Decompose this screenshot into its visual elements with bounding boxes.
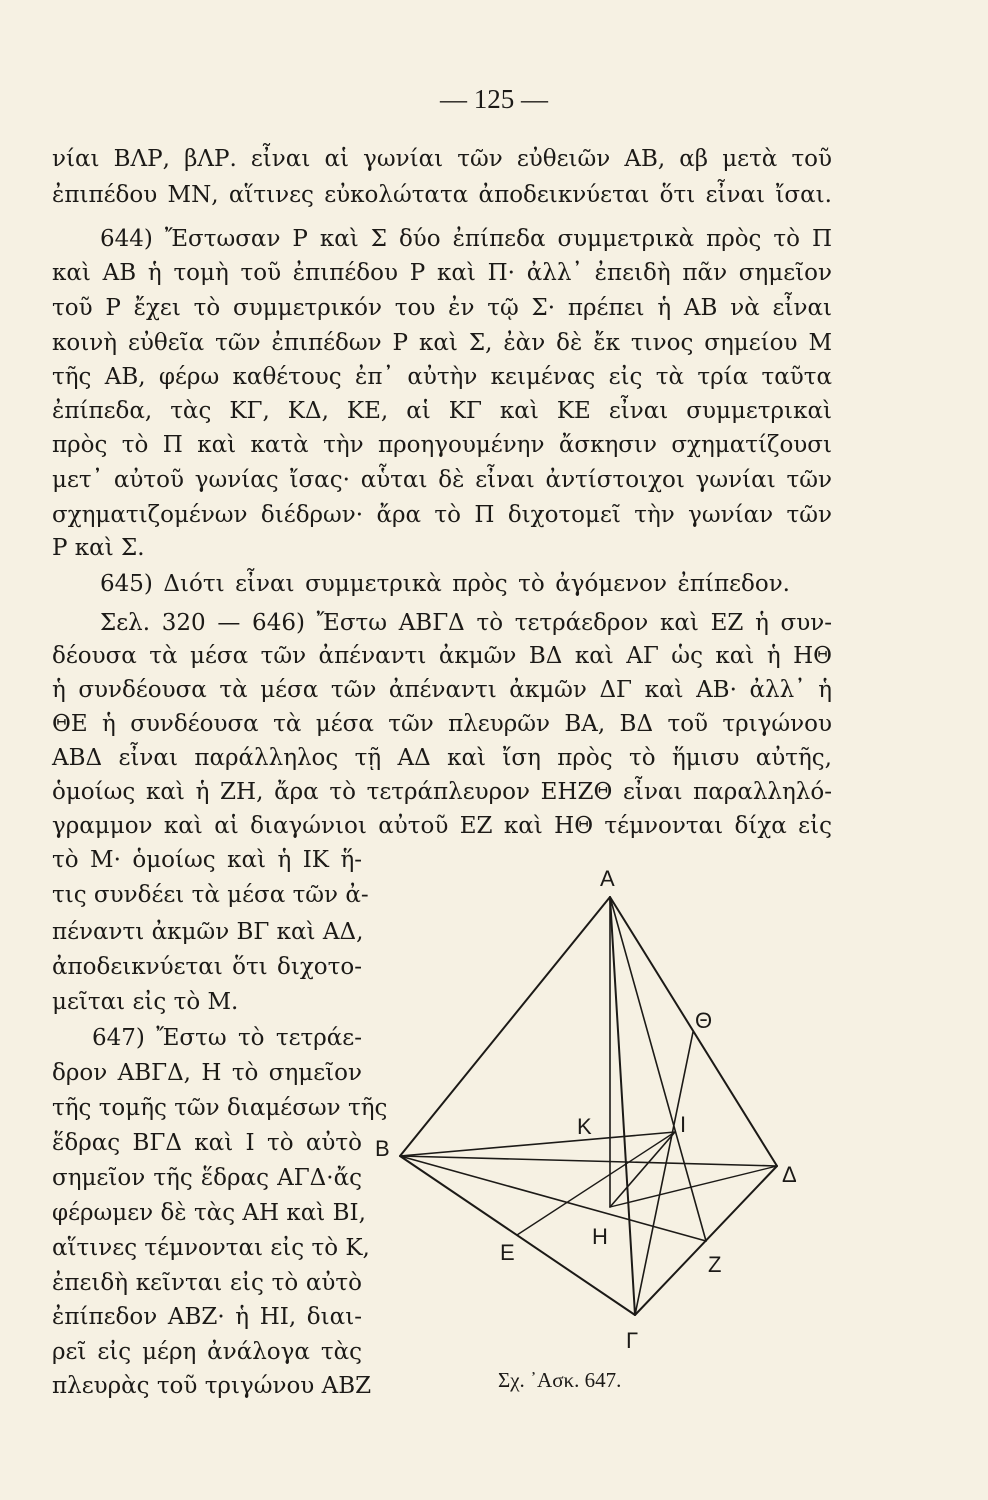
label-Z: Ζ xyxy=(708,1252,722,1277)
label-I: Ι xyxy=(680,1112,687,1137)
text-line: ρεῖ εἰς μέρη ἀνάλογα τὰς xyxy=(52,1339,362,1365)
line-EI xyxy=(517,1132,675,1235)
label-TH: Θ xyxy=(695,1008,713,1033)
text-line: σημεῖον τῆς ἕδρας ΑΓΔ·ἄς xyxy=(52,1165,362,1191)
label-A: Α xyxy=(600,866,615,891)
text-line: 644) Ἔστωσαν Ρ καὶ Σ δύο ἐπίπεδα συμμετρικὰ πρὸς τὸ Π xyxy=(100,226,832,252)
line-GTH xyxy=(635,1032,693,1315)
text-line: τῆς ΑΒ, φέρω καθέτους ἐπ᾿ αὐτὴν κειμένας εἰς τὰ τρία ταῦτα xyxy=(52,364,832,390)
text-line: δέουσα τὰ μέσα τῶν ἀπέναντι ἀκμῶν ΒΔ καὶ ΑΓ ὡς καὶ ἡ ΗΘ xyxy=(52,643,832,669)
text-line: τις συνδέει τὰ μέσα τῶν ἀ- xyxy=(52,882,369,908)
label-B: Β xyxy=(375,1136,390,1161)
edge-AG xyxy=(610,897,635,1315)
label-G: Γ xyxy=(626,1328,639,1353)
text-line: σχηματιζομένων διέδρων· ἄρα τὸ Π διχοτομεῖ τὴν γωνίαν τῶν xyxy=(52,502,832,528)
line-BZ xyxy=(400,1156,706,1241)
line-BI xyxy=(400,1132,675,1156)
text-line: Σελ. 320 — 646) Ἔστω ΑΒΓΔ τὸ τετράεδρον καὶ ΕΖ ἡ συν- xyxy=(100,610,832,636)
label-H: Η xyxy=(592,1224,608,1249)
text-line: δρον ΑΒΓΔ, Η τὸ σημεῖον xyxy=(52,1060,362,1086)
text-line: τοῦ Ρ ἔχει τὸ συμμετρικόν του ἐν τῷ Σ· πρέπει ἡ ΑΒ νὰ εἶναι xyxy=(52,295,832,321)
text-line: νίαι ΒΛΡ, βΛΡ. εἶναι αἱ γωνίαι τῶν εὐθειῶν ΑΒ, αβ μετὰ τοῦ xyxy=(52,146,832,172)
text-line: ἀποδεικνύεται ὅτι διχοτο- xyxy=(52,954,362,980)
page-number: — 125 — xyxy=(440,84,548,114)
text-line: μεῖται εἰς τὸ Μ. xyxy=(52,989,239,1015)
text-line: ἐπιπέδου ΜΝ, αἵτινες εὐκολώτατα ἀποδεικνύεται ὅτι εἶναι ἴσαι. xyxy=(52,182,832,208)
text-line: φέρωμεν δὲ τὰς ΑΗ καὶ ΒΙ, xyxy=(52,1200,366,1226)
text-line: ΘΕ ἡ συνδέουσα τὰ μέσα τῶν πλευρῶν ΒΑ, ΒΔ τοῦ τριγώνου xyxy=(52,711,832,737)
text-line: πλευρὰς τοῦ τριγώνου ΑΒΖ xyxy=(52,1373,372,1399)
text-line: τῆς τομῆς τῶν διαμέσων τῆς xyxy=(52,1095,388,1121)
text-line: αἵτινες τέμνονται εἰς τὸ Κ, xyxy=(52,1235,370,1261)
text-line: τὸ Μ· ὁμοίως καὶ ἡ ΙΚ ἥ- xyxy=(52,847,362,873)
text-line: κοινὴ εὐθεῖα τῶν ἐπιπέδων Ρ καὶ Σ, ἐὰν δὲ ἔκ τινος σημείου Μ xyxy=(52,330,832,356)
label-D: Δ xyxy=(782,1162,797,1187)
text-line: γραμμον καὶ αἱ διαγώνιοι αὐτοῦ ΕΖ καὶ ΗΘ τέμνονται δίχα εἰς xyxy=(52,813,832,839)
text-line: ὁμοίως καὶ ἡ ΖΗ, ἄρα τὸ τετράπλευρον ΕΗΖΘ εἶναι παραλληλό- xyxy=(52,779,832,805)
text-line: ἕδρας ΒΓΔ καὶ Ι τὸ αὐτὸ xyxy=(52,1130,362,1156)
text-line: ΑΒΔ εἶναι παράλληλος τῇ ΑΔ καὶ ἴση πρὸς τὸ ἥμισυ αὐτῆς, xyxy=(52,745,832,771)
text-line: ἐπίπεδα, τὰς ΚΓ, ΚΔ, ΚΕ, αἱ ΚΓ καὶ ΚΕ εἶναι συμμετρικαὶ xyxy=(52,398,832,424)
text-line: πέναντι ἀκμῶν ΒΓ καὶ ΑΔ, xyxy=(52,919,364,945)
text-line: ἐπειδὴ κεῖνται εἰς τὸ αὐτὸ xyxy=(52,1270,362,1296)
label-K: Κ xyxy=(577,1114,592,1139)
text-line: μετ᾿ αὐτοῦ γωνίας ἴσας· αὗται δὲ εἶναι ἀντίστοιχοι γωνίαι τῶν xyxy=(52,467,832,493)
figure-caption: Σχ. ᾿Ασκ. 647. xyxy=(498,1368,622,1392)
label-E: Ε xyxy=(500,1240,515,1265)
edge-BD xyxy=(400,1156,777,1166)
text-line: πρὸς τὸ Π καὶ κατὰ τὴν προηγουμένην ἄσκησιν σχηματίζουσι xyxy=(52,432,832,458)
tetrahedron-figure xyxy=(370,860,820,1360)
text-line: ἡ συνδέουσα τὰ μέσα τῶν ἀπέναντι ἀκμῶν ΔΓ καὶ ΑΒ· ἀλλ᾿ ἡ xyxy=(52,677,832,703)
text-line: ἐπίπεδον ΑΒΖ· ἡ ΗΙ, διαι- xyxy=(52,1304,362,1330)
text-line: 645) Διότι εἶναι συμμετρικὰ πρὸς τὸ ἀγόμενον ἐπίπεδον. xyxy=(100,571,790,597)
text-line: 647) Ἔστω τὸ τετράε- xyxy=(92,1025,362,1051)
text-line: καὶ ΑΒ ἡ τομὴ τοῦ ἐπιπέδου Ρ καὶ Π· ἀλλ᾿ ἐπειδὴ πᾶν σημεῖον xyxy=(52,260,832,286)
text-line: Ρ καὶ Σ. xyxy=(52,535,145,561)
line-HD xyxy=(610,1166,777,1207)
line-EG xyxy=(517,1235,635,1315)
